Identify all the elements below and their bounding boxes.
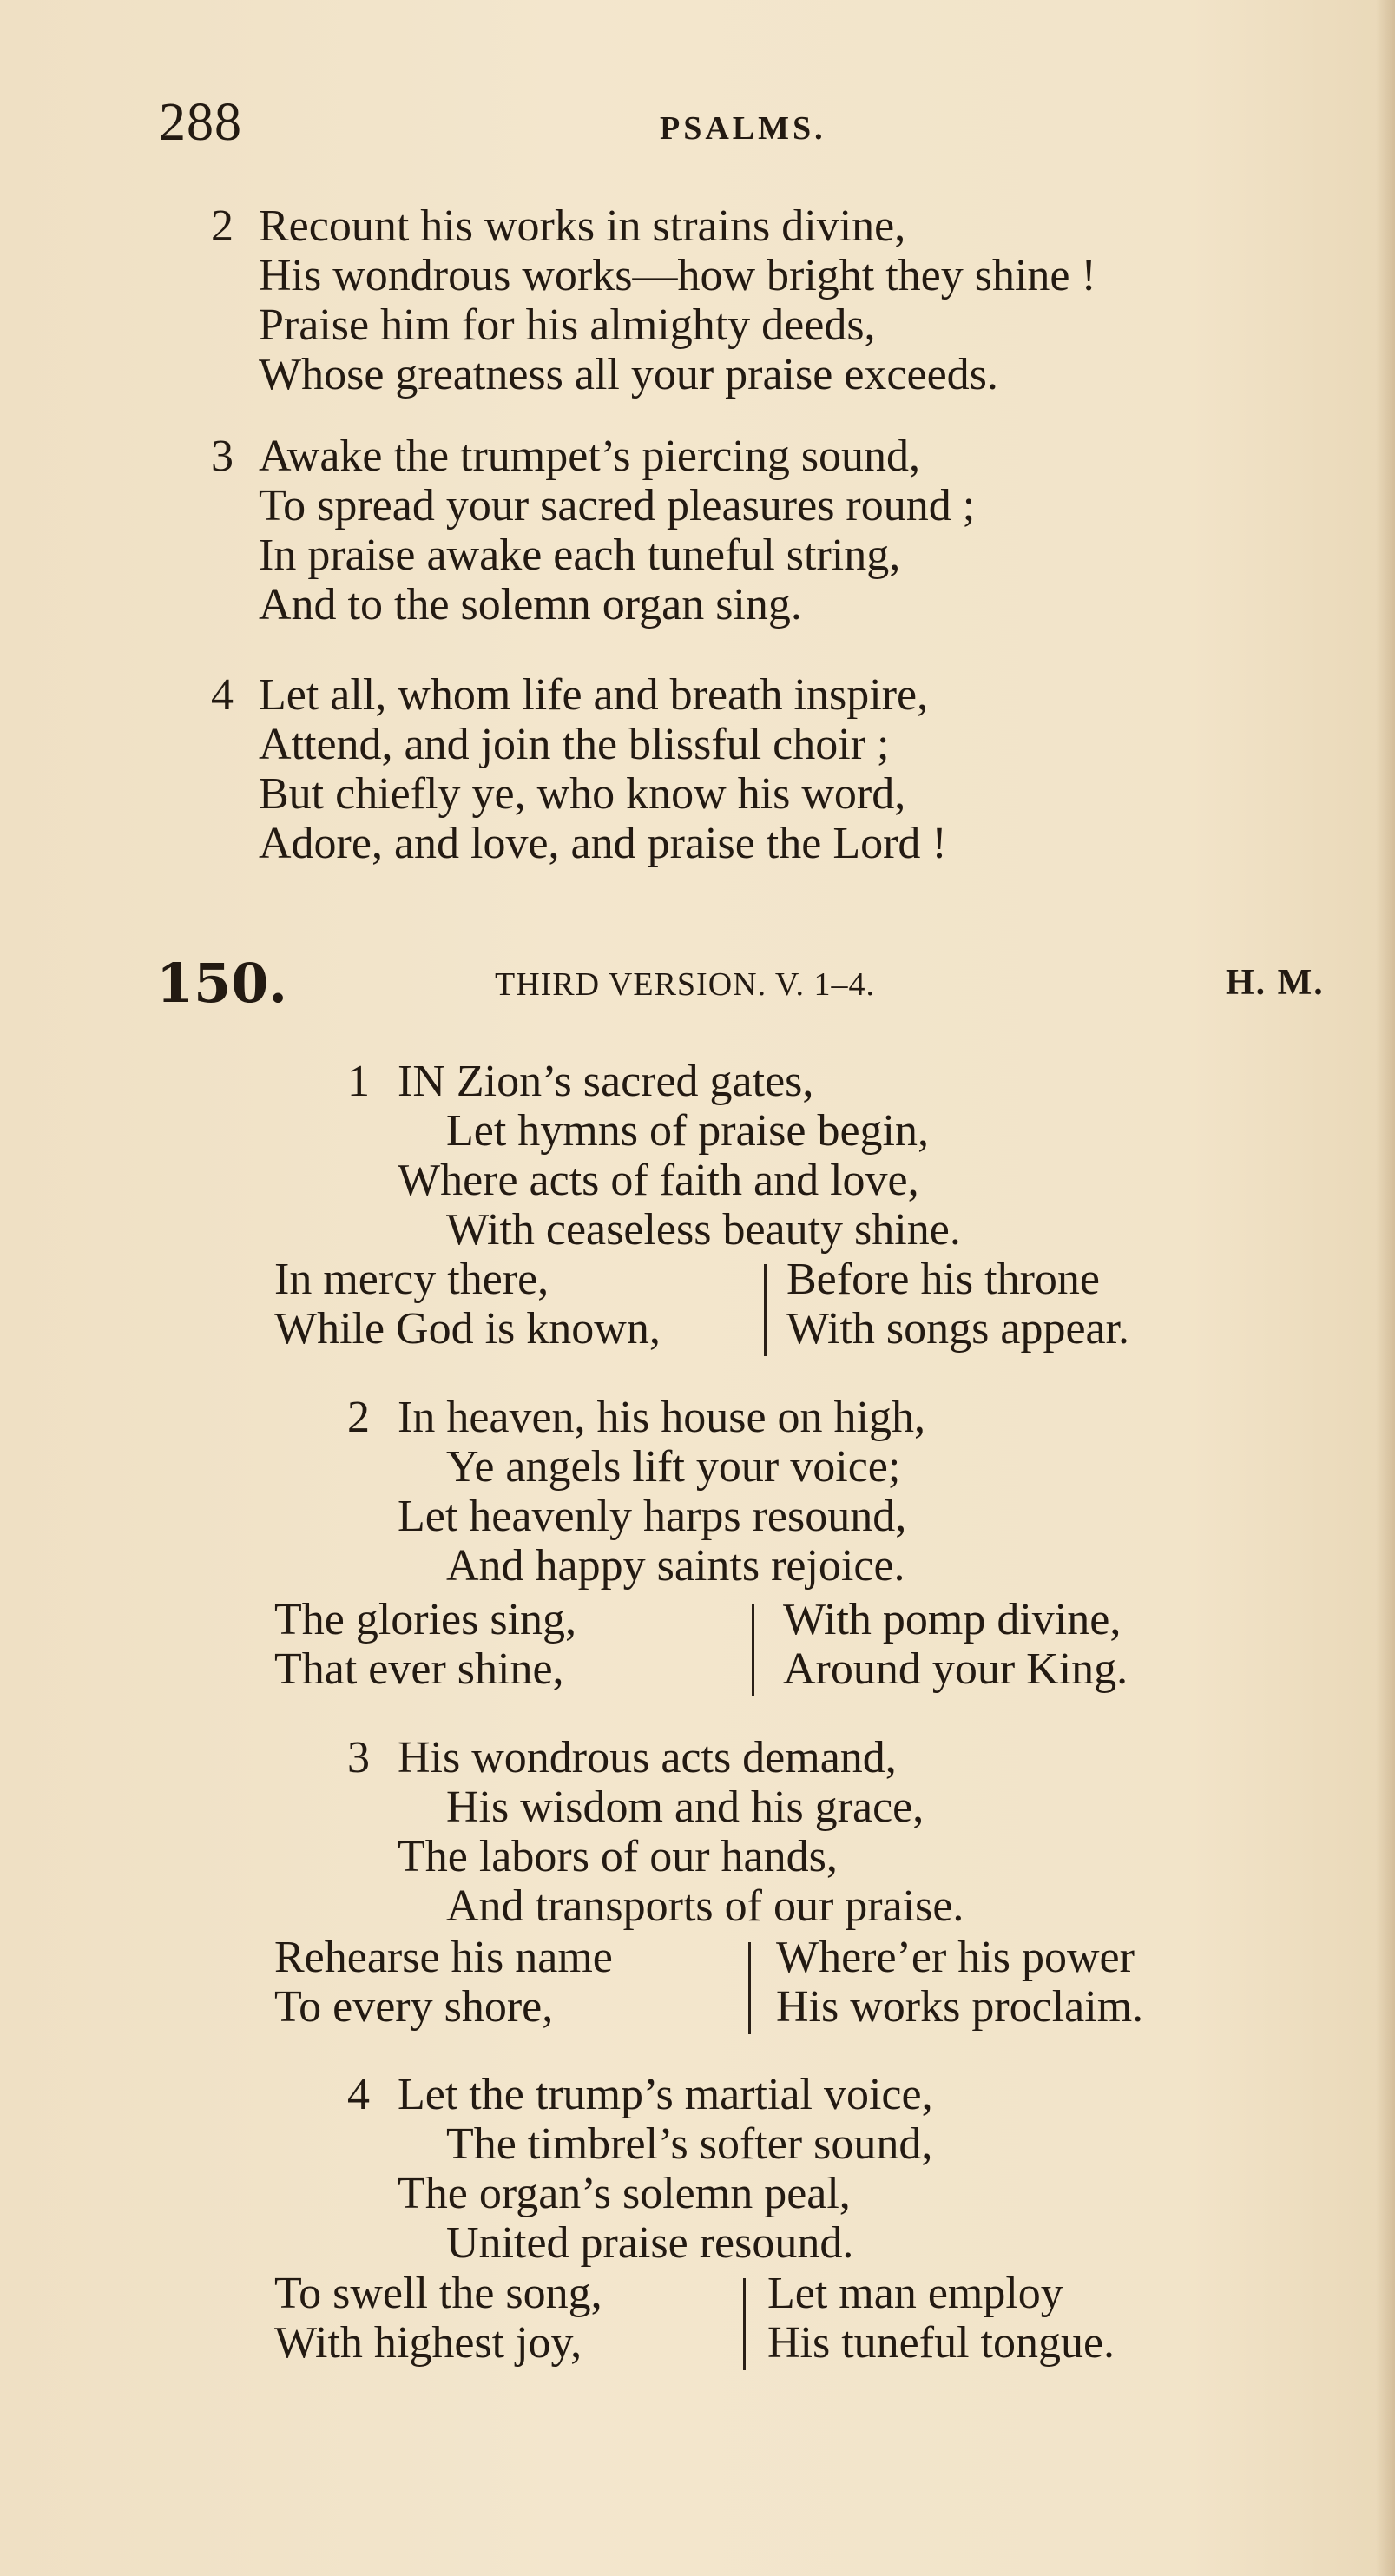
- refrain-right-line: Let man employ: [767, 2269, 1063, 2318]
- verse-line: Whose greatness all your praise exceeds.: [259, 350, 998, 399]
- refrain-right-line: Before his throne: [786, 1255, 1101, 1304]
- stanza-number: 4: [347, 2070, 370, 2119]
- verse-line: In heaven, his house on high,: [398, 1393, 926, 1442]
- refrain-right-line: His tuneful tongue.: [767, 2318, 1115, 2368]
- page-number: 288: [159, 93, 242, 152]
- verse-line: Adore, and love, and praise the Lord !: [259, 819, 947, 868]
- refrain-left-line: With highest joy,: [274, 2318, 582, 2368]
- verse-line: Attend, and join the blissful choir ;: [259, 720, 890, 769]
- stanza-number: 1: [347, 1057, 370, 1106]
- verse-line: And happy saints rejoice.: [446, 1541, 905, 1591]
- verse-line: Let all, whom life and breath inspire,: [259, 670, 929, 720]
- verse-line: In praise awake each tuneful string,: [259, 530, 901, 580]
- verse-line: Awake the trumpet’s piercing sound,: [259, 432, 921, 481]
- refrain-divider: [752, 1604, 754, 1696]
- hymn-meter: H. M.: [1226, 963, 1325, 1003]
- stanza-number: 2: [347, 1393, 370, 1442]
- refrain-right-line: With songs appear.: [786, 1304, 1130, 1354]
- verse-line: His wondrous acts demand,: [398, 1733, 897, 1782]
- refrain-divider: [748, 1942, 751, 2034]
- refrain-right-line: Around your King.: [783, 1644, 1129, 1694]
- verse-line: Ye angels lift your voice;: [446, 1442, 901, 1492]
- refrain-left-line: To swell the song,: [274, 2269, 602, 2318]
- verse-line: Praise him for his almighty deeds,: [259, 300, 876, 350]
- refrain-left-line: To every shore,: [274, 1982, 554, 2032]
- verse-line: The organ’s solemn peal,: [398, 2169, 851, 2218]
- verse-line: Let heavenly harps resound,: [398, 1492, 907, 1541]
- verse-line: To spread your sacred pleasures round ;: [259, 481, 976, 530]
- page-edge-shadow: [1376, 0, 1395, 2576]
- verse-line: Recount his works in strains divine,: [259, 201, 906, 251]
- verse-line: The labors of our hands,: [398, 1832, 838, 1881]
- verse-line: His wisdom and his grace,: [446, 1782, 925, 1832]
- verse-line: But chiefly ye, who know his word,: [259, 769, 906, 819]
- refrain-left-line: While God is known,: [274, 1304, 661, 1354]
- verse-line: With ceaseless beauty shine.: [446, 1205, 961, 1255]
- verse-line: Where acts of faith and love,: [398, 1156, 919, 1205]
- verse-line: His wondrous works—how bright they shine !: [259, 251, 1096, 300]
- refrain-divider: [764, 1264, 767, 1356]
- verse-line: And transports of our praise.: [446, 1881, 964, 1931]
- refrain-left-line: The glories sing,: [274, 1595, 577, 1644]
- verse-line: And to the solemn organ sing.: [259, 580, 802, 629]
- refrain-right-line: Where’er his power: [776, 1933, 1135, 1982]
- stanza-number: 4: [211, 670, 234, 720]
- verse-line: Let the trump’s martial voice,: [398, 2070, 933, 2119]
- hymn-number: 150.: [156, 952, 288, 1015]
- verse-line: Let hymns of praise begin,: [446, 1106, 929, 1156]
- verse-line: IN Zion’s sacred gates,: [398, 1057, 814, 1106]
- running-head: PSALMS.: [660, 110, 826, 147]
- hymn-version: THIRD VERSION. V. 1–4.: [495, 966, 875, 1003]
- stanza-number: 3: [211, 432, 234, 481]
- stanza-number: 2: [211, 201, 234, 251]
- refrain-left-line: That ever shine,: [274, 1644, 564, 1694]
- stanza-number: 3: [347, 1733, 370, 1782]
- verse-line: United praise resound.: [446, 2218, 854, 2268]
- verse-line: The timbrel’s softer sound,: [446, 2119, 933, 2169]
- refrain-left-line: In mercy there,: [274, 1255, 549, 1304]
- refrain-right-line: His works proclaim.: [776, 1982, 1144, 2032]
- refrain-left-line: Rehearse his name: [274, 1933, 613, 1982]
- refrain-divider: [743, 2278, 746, 2370]
- refrain-right-line: With pomp divine,: [783, 1595, 1122, 1644]
